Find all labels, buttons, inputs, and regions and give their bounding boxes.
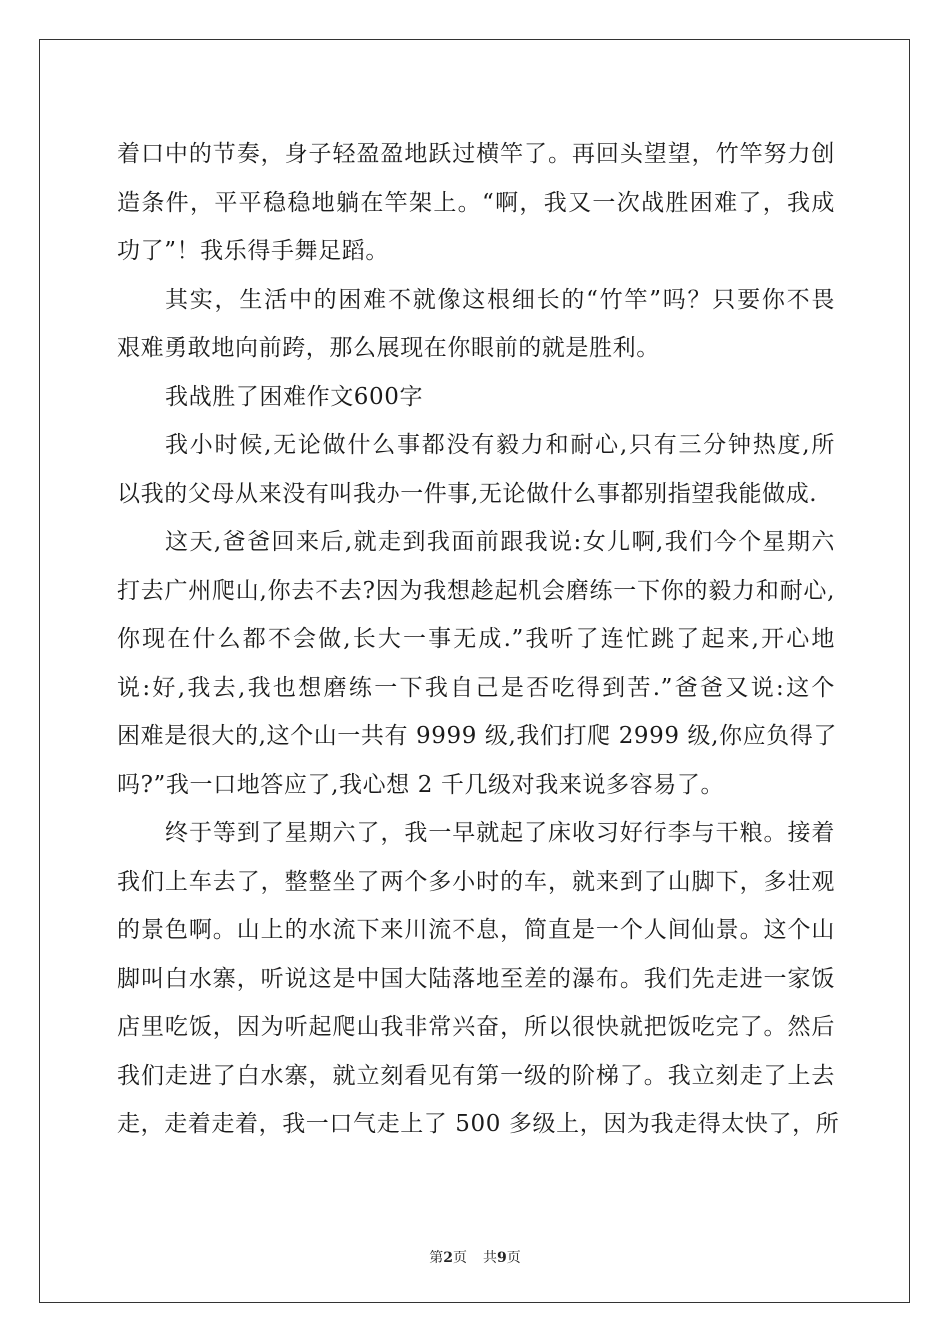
text-line: 这天,爸爸回来后,就走到我面前跟我说:女儿啊,我们今个星期六 [165, 529, 835, 555]
text-line: 造条件，平平稳稳地躺在竿架上。“啊，我又一次战胜困难了，我成 [117, 189, 835, 216]
text-line: 我们上车去了，整整坐了两个多小时的车，就来到了山脚下，多壮观 [117, 868, 835, 895]
text-line: 脚叫白水寨，听说这是中国大陆落地至差的瀑布。我们先走进一家饭 [117, 965, 835, 992]
section-heading: 我战胜了困难作文600字 [165, 383, 424, 410]
page-total [483, 1250, 521, 1266]
page-prefix: 第 [429, 1250, 444, 1266]
document-body [117, 130, 840, 1149]
text-line: 你现在什么都不会做,长大一事无成.”我听了连忙跳了起来,开心地 [117, 626, 835, 652]
text-line: 着口中的节奏，身子轻盈盈地跃过横竿了。再回头望望，竹竿努力创 [117, 141, 835, 167]
page-suffix: 页 [453, 1250, 467, 1266]
text-line: 吗?”我一口地答应了,我心想 2 千几级对我来说多容易了。 [117, 771, 725, 798]
current-page: 2 [443, 1250, 453, 1266]
text-line: 我小时候,无论做什么事都没有毅力和耐心,只有三分钟热度,所 [165, 432, 835, 458]
text-line: 打去广州爬山,你去不去?因为我想趁起机会磨练一下你的毅力和耐心, [117, 577, 835, 604]
text-line: 走，走着走着，我一口气走上了 500 多级上，因为我走得太快了，所 [117, 1111, 840, 1137]
text-line: 说:好,我去,我也想磨练一下我自己是否吃得到苦.”爸爸又说:这个 [117, 674, 835, 701]
text-line: 终于等到了星期六了，我一早就起了床收习好行李与干粮。接着 [165, 820, 835, 846]
page-footer [0, 1247, 950, 1267]
text-line: 困难是很大的,这个山一共有 9999 级,我们打爬 2999 级,你应负得了 [117, 723, 838, 749]
total-prefix: 共 [483, 1250, 497, 1266]
text-line: 的景色啊。山上的水流下来川流不息，简直是一个人间仙景。这个山 [117, 917, 835, 943]
page-number [429, 1250, 467, 1266]
text-line: 艰难勇敢地向前跨，那么展现在你眼前的就是胜利。 [117, 335, 660, 361]
text-line: 店里吃饭，因为听起爬山我非常兴奋，所以很快就把饭吃完了。然后 [117, 1014, 835, 1040]
text-line: 其实，生活中的困难不就像这根细长的“竹竿”吗？只要你不畏 [165, 286, 835, 313]
total-pages: 9 [497, 1250, 507, 1266]
total-suffix: 页 [506, 1250, 521, 1266]
text-line: 以我的父母从来没有叫我办一件事,无论做什么事都别指望我能做成. [117, 480, 818, 507]
text-line: 我们走进了白水寨，就立刻看见有第一级的阶梯了。我立刻走了上去 [117, 1062, 835, 1089]
text-line: 功了”！我乐得手舞足蹈。 [117, 238, 389, 264]
